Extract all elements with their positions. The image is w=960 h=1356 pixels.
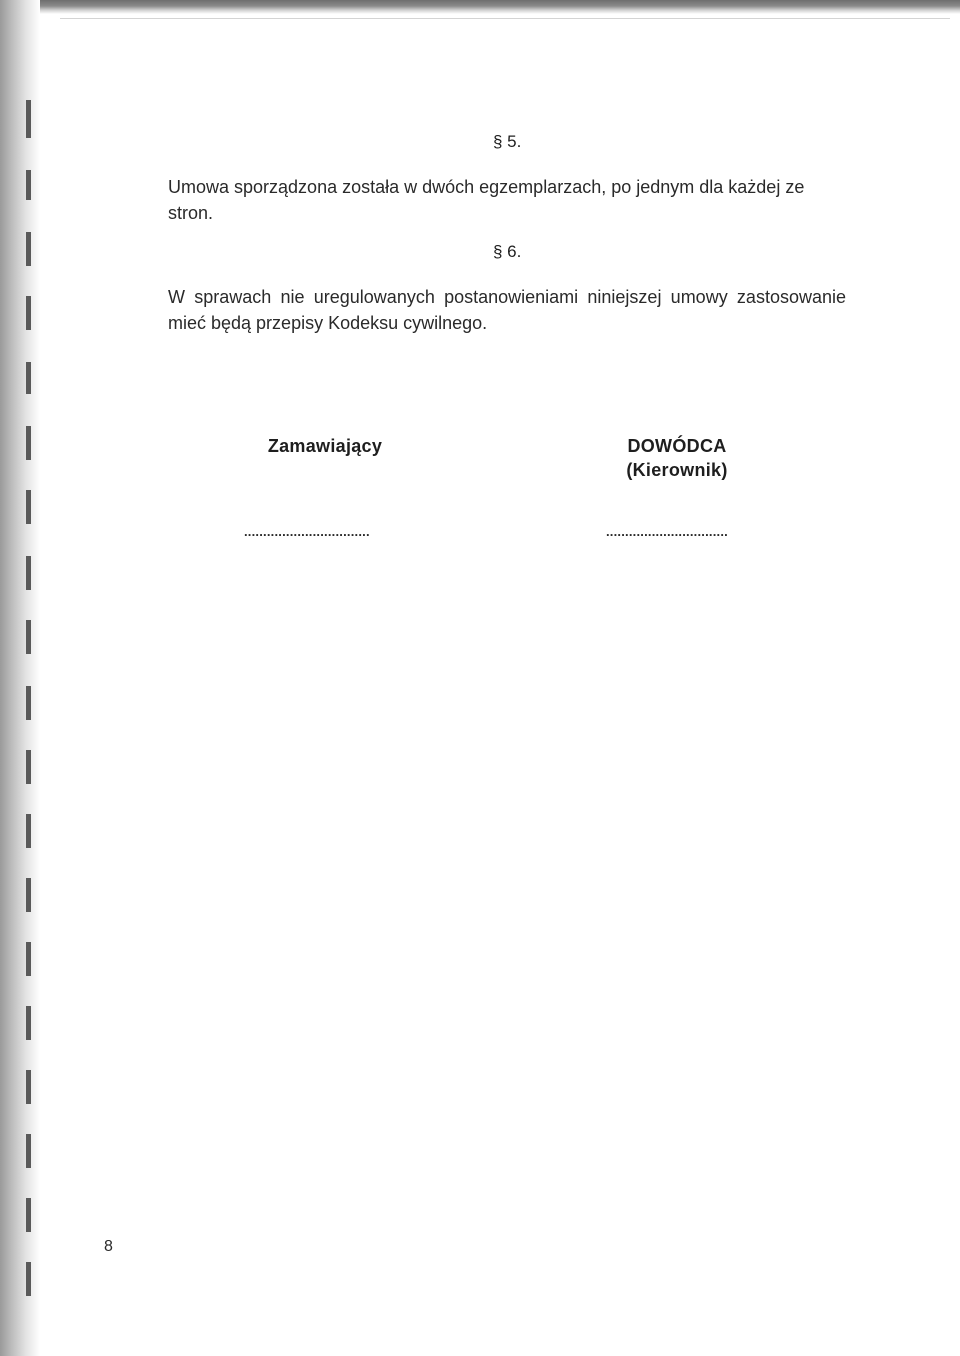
scan-binding-edge bbox=[0, 0, 40, 1356]
binding-hole bbox=[26, 100, 31, 138]
binding-hole bbox=[26, 490, 31, 524]
signature-line-right: ................................ bbox=[606, 524, 728, 539]
page-number: 8 bbox=[104, 1238, 113, 1255]
binding-hole bbox=[26, 1198, 31, 1232]
binding-hole bbox=[26, 942, 31, 976]
binding-hole bbox=[26, 1070, 31, 1104]
binding-hole bbox=[26, 170, 31, 200]
binding-hole bbox=[26, 620, 31, 654]
signature-label-dowodca bbox=[592, 434, 762, 482]
section-6-text: W sprawach nie uregulowanych postanowieniami niniejszej umowy zastosowanie mieć będą przepisy Kodeksu cywilnego. bbox=[168, 287, 846, 333]
binding-hole bbox=[26, 556, 31, 590]
signature-title: Zamawiający bbox=[267, 436, 383, 456]
binding-hole bbox=[26, 878, 31, 912]
binding-hole bbox=[26, 1262, 31, 1296]
scan-top-line bbox=[60, 18, 950, 19]
binding-hole bbox=[26, 686, 31, 720]
binding-hole bbox=[26, 814, 31, 848]
binding-hole bbox=[26, 1134, 31, 1168]
binding-hole bbox=[26, 232, 31, 266]
section-6-number: § 6. bbox=[493, 242, 522, 261]
binding-hole bbox=[26, 362, 31, 394]
scan-top-edge bbox=[0, 0, 960, 14]
signature-line-left: ................................. bbox=[244, 524, 370, 539]
signature-subtitle: (Kierownik) bbox=[626, 460, 728, 480]
section-5-text: Umowa sporządzona została w dwóch egzemplarzach, po jednym dla każdej ze stron. bbox=[168, 177, 805, 223]
binding-hole bbox=[26, 1006, 31, 1040]
binding-hole bbox=[26, 426, 31, 460]
section-5-number: § 5. bbox=[493, 132, 522, 151]
signature-title: DOWÓDCA bbox=[627, 436, 727, 456]
signature-label-zamawiajacy bbox=[240, 434, 410, 458]
binding-hole bbox=[26, 296, 31, 330]
binding-hole bbox=[26, 750, 31, 784]
